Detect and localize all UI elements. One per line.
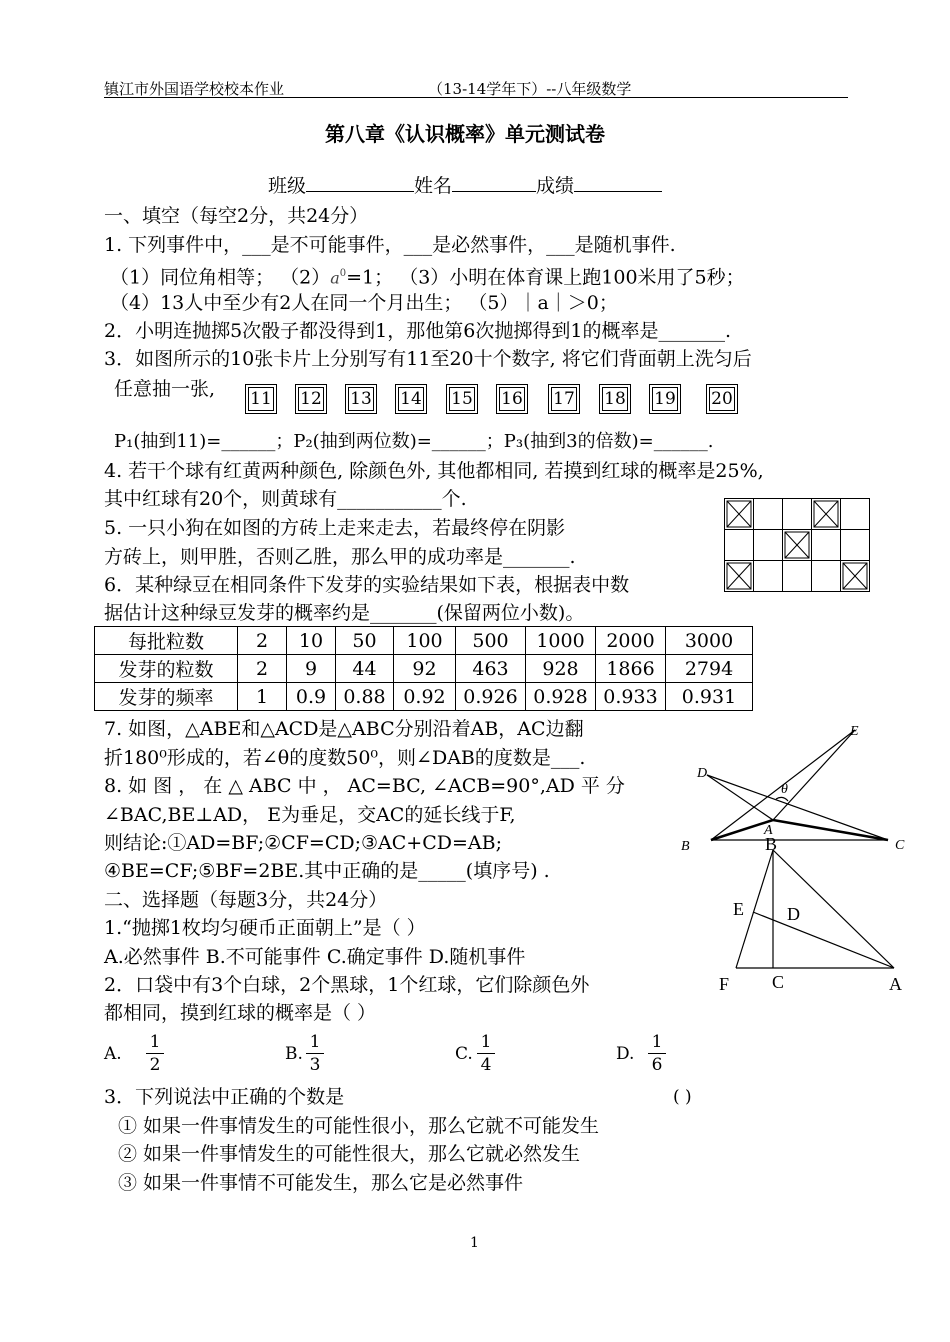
card-16: 16 xyxy=(499,387,525,411)
tile xyxy=(754,530,783,561)
choice-d-label[interactable]: D. xyxy=(616,1044,635,1064)
s1-q1-opt1b: =1； （3）小明在体育课上跑100米用了5秒； xyxy=(346,266,745,289)
label-d: D xyxy=(787,904,800,924)
table-cell: 0.88 xyxy=(336,683,394,711)
table-cell: 2794 xyxy=(666,655,753,683)
tile-shaded xyxy=(783,530,812,561)
table-cell: 500 xyxy=(456,627,526,655)
label-b: B xyxy=(765,834,778,854)
header-left: 镇江市外国语学校校本作业 xyxy=(104,80,285,98)
tile xyxy=(754,561,783,592)
card-17: 17 xyxy=(551,387,577,411)
label-d: D xyxy=(697,766,708,781)
name-blank[interactable] xyxy=(452,191,536,192)
name-label: 姓名 xyxy=(414,175,453,197)
fraction-one-third: 1 3 xyxy=(306,1033,324,1074)
s1-q3-line1: 3．如图所示的10张卡片上分别写有11至20十个数字, 将它们背面朝上洗匀后 xyxy=(104,348,752,370)
table-row xyxy=(95,683,753,711)
label-e: E xyxy=(733,899,744,919)
cross-hatch-icon xyxy=(783,530,811,560)
table-row xyxy=(95,627,753,655)
fraction-one-fourth: 1 4 xyxy=(477,1033,495,1074)
section1-heading: 一、填空（每空2分，共24分） xyxy=(104,205,369,227)
s1-q6-line2: 据估计这种绿豆发芽的概率约是_______(保留两位小数)。 xyxy=(104,602,585,624)
s2-q2-line2: 都相同，摸到红球的概率是（ ） xyxy=(104,1002,377,1024)
s2-q3-item2: ② 如果一件事情发生的可能性很大，那么它就必然发生 xyxy=(118,1143,581,1165)
table-cell: 100 xyxy=(394,627,456,655)
s1-q4-line1: 4. 若干个球有红黄两种颜色, 除颜色外, 其他都相同, 若摸到红球的概率是25%, xyxy=(104,460,764,482)
table-cell: 发芽的频率 xyxy=(95,683,238,711)
choice-b-label[interactable]: B. xyxy=(285,1044,303,1064)
tile xyxy=(754,499,783,530)
s2-q3-answer-paren[interactable]: ( ) xyxy=(673,1087,692,1107)
fraction-one-sixth: 1 6 xyxy=(648,1033,666,1074)
class-label: 班级 xyxy=(268,175,307,197)
edge-ae xyxy=(773,730,855,820)
table-cell: 0.933 xyxy=(596,683,666,711)
card-15: 15 xyxy=(449,387,475,411)
card-14: 14 xyxy=(398,387,424,411)
cross-hatch-icon xyxy=(725,499,753,529)
tile xyxy=(725,530,754,561)
s2-q3-item3: ③ 如果一件事情不可能发生，那么它是必然事件 xyxy=(118,1172,524,1194)
section2-heading: 二、选择题（每题3分，共24分） xyxy=(104,889,388,911)
s1-q3-answers: P₁(抽到11)=______；P₂(抽到两位数)=______；P₃(抽到3的倍数)=______. xyxy=(114,431,714,452)
choice-c-label[interactable]: C. xyxy=(455,1044,473,1064)
line-ad xyxy=(753,912,894,968)
germination-table xyxy=(94,626,753,711)
s1-q1-options1 xyxy=(110,263,745,289)
card-19: 19 xyxy=(652,387,678,411)
label-f: F xyxy=(719,974,730,994)
s2-q3-item1: ① 如果一件事情发生的可能性很小，那么它就不可能发生 xyxy=(118,1115,600,1137)
table-cell: 0.926 xyxy=(456,683,526,711)
edge-da xyxy=(707,775,773,820)
header-rule xyxy=(104,97,848,98)
table-cell: 0.9 xyxy=(287,683,336,711)
s1-q5-line2: 方砖上，则甲胜，否则乙胜，那么甲的成功率是_______. xyxy=(104,546,576,568)
table-cell: 3000 xyxy=(666,627,753,655)
label-a: A xyxy=(764,823,773,838)
tile-shaded xyxy=(812,499,841,530)
label-a: A xyxy=(889,974,902,994)
tile-shaded xyxy=(841,561,870,592)
s2-q1: 1.“抛掷1枚均匀硬币正面朝上”是（ ） xyxy=(104,917,426,939)
s1-q5-line1: 5. 一只小狗在如图的方砖上走来走去，若最终停在阴影 xyxy=(104,517,566,539)
card-18: 18 xyxy=(602,387,628,411)
class-blank[interactable] xyxy=(306,191,414,192)
s1-q8-line4: ④BE=CF;⑤BF=2BE.其中正确的是_____(填序号) . xyxy=(104,860,550,882)
s1-q1: 1. 下列事件中，___是不可能事件，___是必然事件，___是随机事件. xyxy=(104,234,676,256)
header-right: （13-14学年下）--八年级数学 xyxy=(428,80,632,98)
table-cell: 928 xyxy=(526,655,596,683)
choice-a-label[interactable]: A. xyxy=(104,1044,122,1064)
label-e: E xyxy=(850,724,859,739)
table-cell: 2000 xyxy=(596,627,666,655)
table-cell: 每批粒数 xyxy=(95,627,238,655)
tile xyxy=(841,530,870,561)
tile xyxy=(841,499,870,530)
table-cell: 1866 xyxy=(596,655,666,683)
s2-q2-line1: 2．口袋中有3个白球，2个黑球，1个红球，它们除颜色外 xyxy=(104,974,590,996)
s1-q1-opt1a: （1）同位角相等； （2） xyxy=(110,266,331,289)
s1-q7-line2: 折180⁰形成的，若∠θ的度数50⁰，则∠DAB的度数是___. xyxy=(104,747,586,769)
info-line xyxy=(268,175,662,197)
table-cell: 9 xyxy=(287,655,336,683)
tile-grid-figure xyxy=(724,498,870,592)
cross-hatch-icon xyxy=(841,561,869,591)
table-cell: 463 xyxy=(456,655,526,683)
tile-shaded xyxy=(725,499,754,530)
table-cell: 44 xyxy=(336,655,394,683)
s1-q1-options2: （4）13人中至少有2人在同一个月出生； （5）｜a｜＞0； xyxy=(110,292,618,314)
tile-shaded xyxy=(725,561,754,592)
table-row xyxy=(95,655,753,683)
s1-q6-line1: 6．某种绿豆在相同条件下发芽的实验结果如下表，根据表中数 xyxy=(104,574,630,596)
cross-hatch-icon xyxy=(725,561,753,591)
s1-q7-line1: 7. 如图，△ABE和△ACD是△ABC分别沿着AB，AC边翻 xyxy=(104,718,584,740)
card-12: 12 xyxy=(298,387,324,411)
table-cell: 92 xyxy=(394,655,456,683)
tile xyxy=(783,499,812,530)
s1-q8-line2: ∠BAC,BE⊥AD， E为垂足，交AC的延长线于F, xyxy=(104,804,516,826)
card-13: 13 xyxy=(348,387,374,411)
table-cell: 2 xyxy=(238,655,287,683)
table-cell: 0.928 xyxy=(526,683,596,711)
cross-hatch-icon xyxy=(812,499,840,529)
table-cell: 2 xyxy=(238,627,287,655)
s2-q1-options: A.必然事件 B.不可能事件 C.确定事件 D.随机事件 xyxy=(104,946,526,968)
page-number: 1 xyxy=(470,1235,479,1251)
fraction-one-half: 1 2 xyxy=(146,1033,164,1074)
score-label: 成绩 xyxy=(536,175,575,197)
a-exponent: 0 xyxy=(339,268,347,279)
table-cell: 0.931 xyxy=(666,683,753,711)
score-blank[interactable] xyxy=(574,191,662,192)
tile xyxy=(783,561,812,592)
tile xyxy=(812,530,841,561)
card-11: 11 xyxy=(248,387,274,411)
table-cell: 1 xyxy=(238,683,287,711)
s1-q2: 2．小明连抛掷5次骰子都没得到1，那他第6次抛掷得到1的概率是_______. xyxy=(104,320,731,342)
label-c: C xyxy=(772,972,785,992)
card-20: 20 xyxy=(709,387,735,411)
tile xyxy=(812,561,841,592)
table-cell: 0.92 xyxy=(394,683,456,711)
table-cell: 10 xyxy=(287,627,336,655)
s2-q3: 3．下列说法中正确的个数是 xyxy=(104,1086,345,1108)
s1-q8-line1: 8. 如 图 ， 在 △ ABC 中 ， AC=BC, ∠ACB=90°,AD 平 分 xyxy=(104,775,625,797)
label-b: B xyxy=(681,839,690,854)
s1-q8-line3: 则结论:①AD=BF;②CF=CD;③AC+CD=AB; xyxy=(104,832,502,854)
page-title: 第八章《认识概率》单元测试卷 xyxy=(325,122,605,146)
a-symbol: a xyxy=(330,268,340,288)
s1-q4-line2: 其中红球有20个，则黄球有___________个. xyxy=(104,488,467,510)
s1-q3-line2: 任意抽一张, xyxy=(114,378,216,400)
label-c: C xyxy=(895,838,905,853)
label-theta: θ xyxy=(781,782,788,797)
table-cell: 发芽的粒数 xyxy=(95,655,238,683)
right-triangle-figure xyxy=(715,830,915,1000)
table-cell: 50 xyxy=(336,627,394,655)
table-cell: 1000 xyxy=(526,627,596,655)
